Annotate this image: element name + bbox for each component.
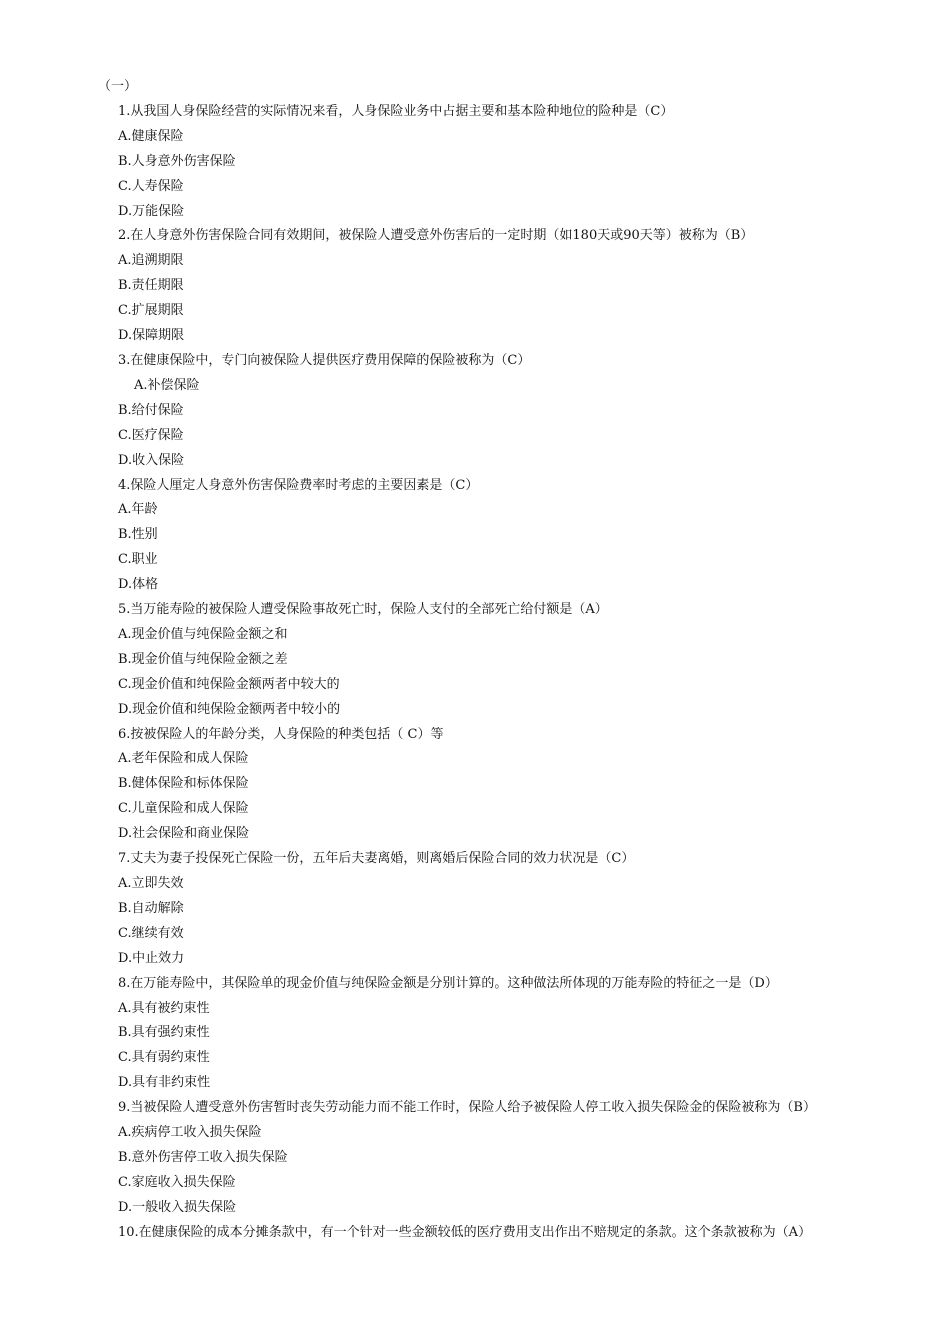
question-text: 2.在人身意外伤害保险合同有效期间，被保险人遭受意外伤害后的一定时期（如180天或90天等）被称为（B） xyxy=(118,228,754,244)
question-text: 1.从我国人身保险经营的实际情况来看，人身保险业务中占据主要和基本险种地位的险种是（C） xyxy=(118,103,674,119)
answer-option: C.现金价值和纯保险金额两者中较大的 xyxy=(118,676,340,692)
section-label: （一） xyxy=(98,79,138,94)
question-text: 8.在万能寿险中，其保险单的现金价值与纯保险金额是分别计算的。这种做法所体现的万能寿险的特征之一是（D） xyxy=(118,975,778,991)
answer-option: A.年龄 xyxy=(118,502,158,518)
answer-option: B.责任期限 xyxy=(118,278,184,294)
question-text: 7.丈夫为妻子投保死亡保险一份，五年后夫妻离婚，则离婚后保险合同的效力状况是（C） xyxy=(118,851,635,867)
document-content xyxy=(98,75,868,1246)
answer-option: C.继续有效 xyxy=(118,925,184,941)
question-text: 5.当万能寿险的被保险人遭受保险事故死亡时，保险人支付的全部死亡给付额是（A） xyxy=(118,602,608,618)
answer-option: A.健康保险 xyxy=(118,128,184,144)
answer-option: D.具有非约束性 xyxy=(118,1075,211,1091)
answer-option: B.意外伤害停工收入损失保险 xyxy=(118,1149,288,1165)
answer-option: D.社会保险和商业保险 xyxy=(118,826,250,842)
answer-option: A.老年保险和成人保险 xyxy=(118,751,249,767)
answer-option: B.具有强约束性 xyxy=(118,1025,210,1041)
answer-option: D.收入保险 xyxy=(118,452,185,468)
answer-option: D.现金价值和纯保险金额两者中较小的 xyxy=(118,701,341,717)
answer-option: A.具有被约束性 xyxy=(118,1000,210,1016)
answer-option: A.补偿保险 xyxy=(134,377,200,393)
answer-option: D.体格 xyxy=(118,577,159,593)
answer-option: C.儿童保险和成人保险 xyxy=(118,801,249,817)
question-text: 4.保险人厘定人身意外伤害保险费率时考虑的主要因素是（C） xyxy=(118,477,479,493)
answer-option: D.一般收入损失保险 xyxy=(118,1199,237,1215)
answer-option: C.具有弱约束性 xyxy=(118,1050,210,1066)
answer-option: B.人身意外伤害保险 xyxy=(118,153,236,169)
answer-option: A.立即失效 xyxy=(118,876,184,891)
answer-option: D.中止效力 xyxy=(118,950,185,966)
answer-option: C.职业 xyxy=(118,552,158,568)
question-text: 3.在健康保险中，专门向被保险人提供医疗费用保障的保险被称为（C） xyxy=(118,352,531,368)
answer-option: C.扩展期限 xyxy=(118,303,184,319)
question-text: 6.按被保险人的年龄分类，人身保险的种类包括（ C）等 xyxy=(118,726,444,742)
answer-option: C.人寿保险 xyxy=(118,178,184,194)
answer-option: C.家庭收入损失保险 xyxy=(118,1174,236,1190)
question-list xyxy=(98,100,868,1246)
answer-option: A.追溯期限 xyxy=(118,253,184,269)
question-text: 9.当被保险人遭受意外伤害暂时丧失劳动能力而不能工作时，保险人给予被保险人停工收入损失保险金的保险被称为（B） xyxy=(118,1100,816,1116)
answer-option: C.医疗保险 xyxy=(118,427,184,443)
question-text: 10.在健康保险的成本分摊条款中，有一个针对一些金额较低的医疗费用支出作出不赔规定的条款。这个条款被称为（A） xyxy=(118,1224,812,1240)
answer-option: B.给付保险 xyxy=(118,402,184,418)
answer-option: D.万能保险 xyxy=(118,203,185,219)
answer-option: D.保障期限 xyxy=(118,328,185,344)
answer-option: A.现金价值与纯保险金额之和 xyxy=(118,626,288,642)
answer-option: B.自动解除 xyxy=(118,900,184,916)
answer-option: B.健体保险和标体保险 xyxy=(118,776,249,792)
answer-option: B.性别 xyxy=(118,527,158,543)
answer-option: B.现金价值与纯保险金额之差 xyxy=(118,651,288,667)
answer-option: A.疾病停工收入损失保险 xyxy=(118,1125,262,1141)
